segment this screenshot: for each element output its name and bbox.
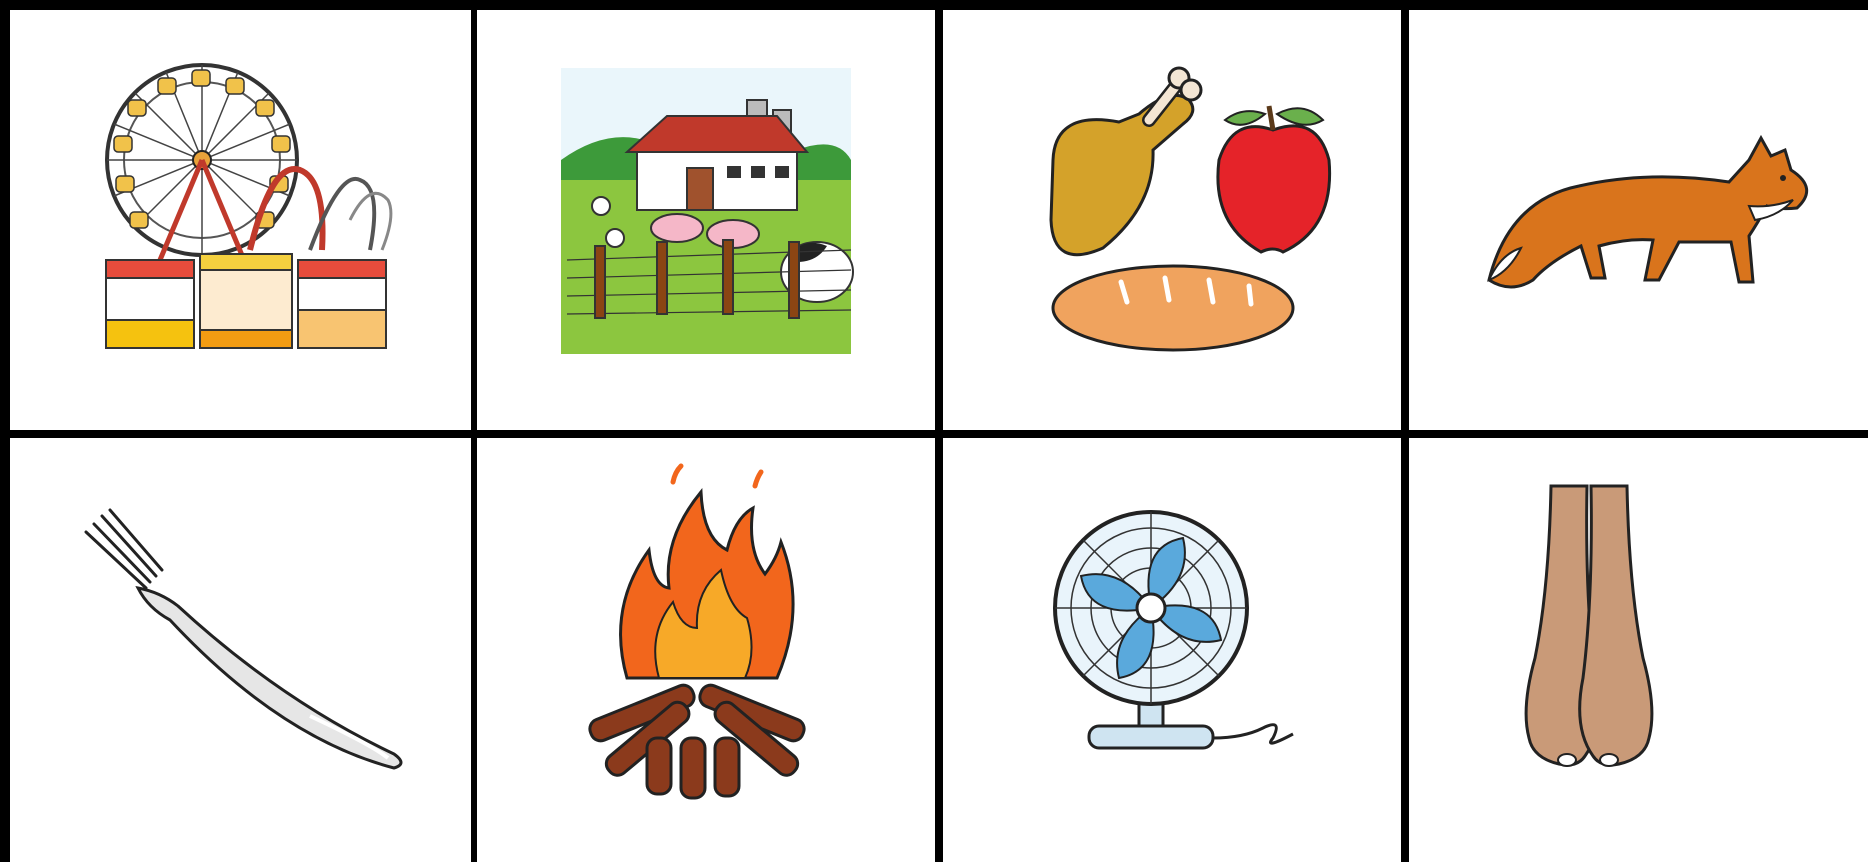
bare-feet-icon bbox=[1409, 438, 1868, 862]
electric-fan-icon bbox=[943, 438, 1401, 862]
cell-fox[interactable] bbox=[1409, 10, 1868, 430]
fairground-icon bbox=[10, 10, 471, 430]
cell-fairground[interactable] bbox=[10, 10, 471, 430]
cell-feet[interactable] bbox=[1409, 438, 1868, 862]
cell-fork[interactable] bbox=[10, 438, 471, 862]
cell-food[interactable] bbox=[943, 10, 1401, 430]
cell-farm[interactable] bbox=[477, 10, 935, 430]
cell-campfire[interactable] bbox=[477, 438, 935, 862]
campfire-icon bbox=[477, 438, 935, 862]
food-icon bbox=[943, 10, 1401, 430]
farm-icon bbox=[477, 10, 935, 430]
cell-fan[interactable] bbox=[943, 438, 1401, 862]
fork-icon bbox=[10, 438, 471, 862]
fox-icon bbox=[1409, 10, 1868, 430]
